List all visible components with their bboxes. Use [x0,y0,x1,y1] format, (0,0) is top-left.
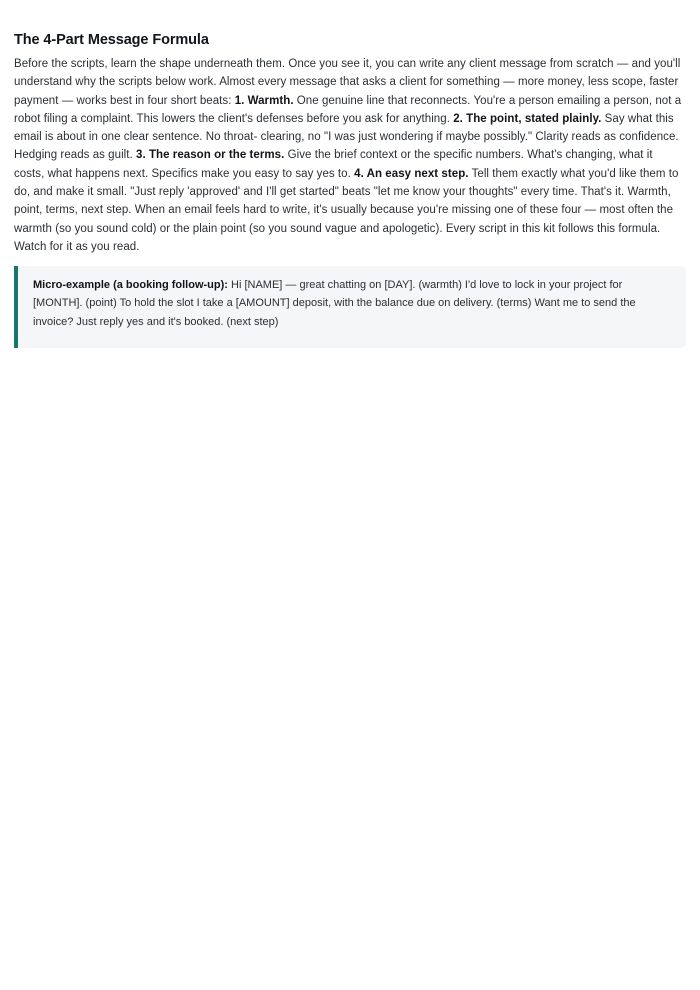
beat-1-text: One genuine line that reconnects. You're a person emailing a person, not a robot filing a complaint. This lowers the client's defenses before you ask for anything. [14,94,682,125]
callout-body: Hi [NAME] — great chatting on [DAY]. (warmth) I'd love to lock in your project for [MONTH]. (point) To hold the slot I take a [AMOUNT] deposit, with the balance due on delivery. (terms) Want me to send the invoice? Just reply yes and it's booked. (next step) [33,279,636,328]
beat-3-label: 3. The reason or the terms. [136,149,285,162]
beat-1-label: 1. Warmth. [234,94,294,107]
intro-text: Before the scripts, learn the shape underneath them. Once you see it, you can write any client message from scratch — and you'll understand why the scripts below work. Almost every message that asks a client for something — more money, less scope, faster payment — works best in four short beats: [14,58,681,107]
beat-2-label: 2. The point, stated plainly. [453,112,602,125]
callout-text [33,276,670,331]
page [0,0,700,348]
callout-label: Micro-example (a booking follow-up): [33,279,228,292]
micro-example-callout [14,266,686,348]
beat-3-text: Give the brief context or the specific numbers. What's changing, what it costs, what happens next. Specifics make you easy to say yes to. [14,149,653,180]
beat-4-label: 4. An easy next step. [354,167,469,180]
section-body [14,55,686,256]
beat-2-text: Say what this email is about in one clear sentence. No throat- clearing, no "I was just wondering if maybe possibly." Clarity reads as confidence. Hedging reads as guilt. [14,112,679,162]
section-heading: The 4-Part Message Formula [14,32,209,48]
beat-4-text: Tell them exactly what you'd like them to do, and make it small. "Just reply 'approved' and I'll get started" beats "let me know your thoughts" every time. That's it. Warmth, point, terms, next step. When an email feels hard to write, it's usually because you're missing one of these four — most often the warmth (so you sound cold) or the plain point (so you sound vague and apologetic). Every script in this kit follows this formula. Watch for it as you read. [14,167,679,253]
